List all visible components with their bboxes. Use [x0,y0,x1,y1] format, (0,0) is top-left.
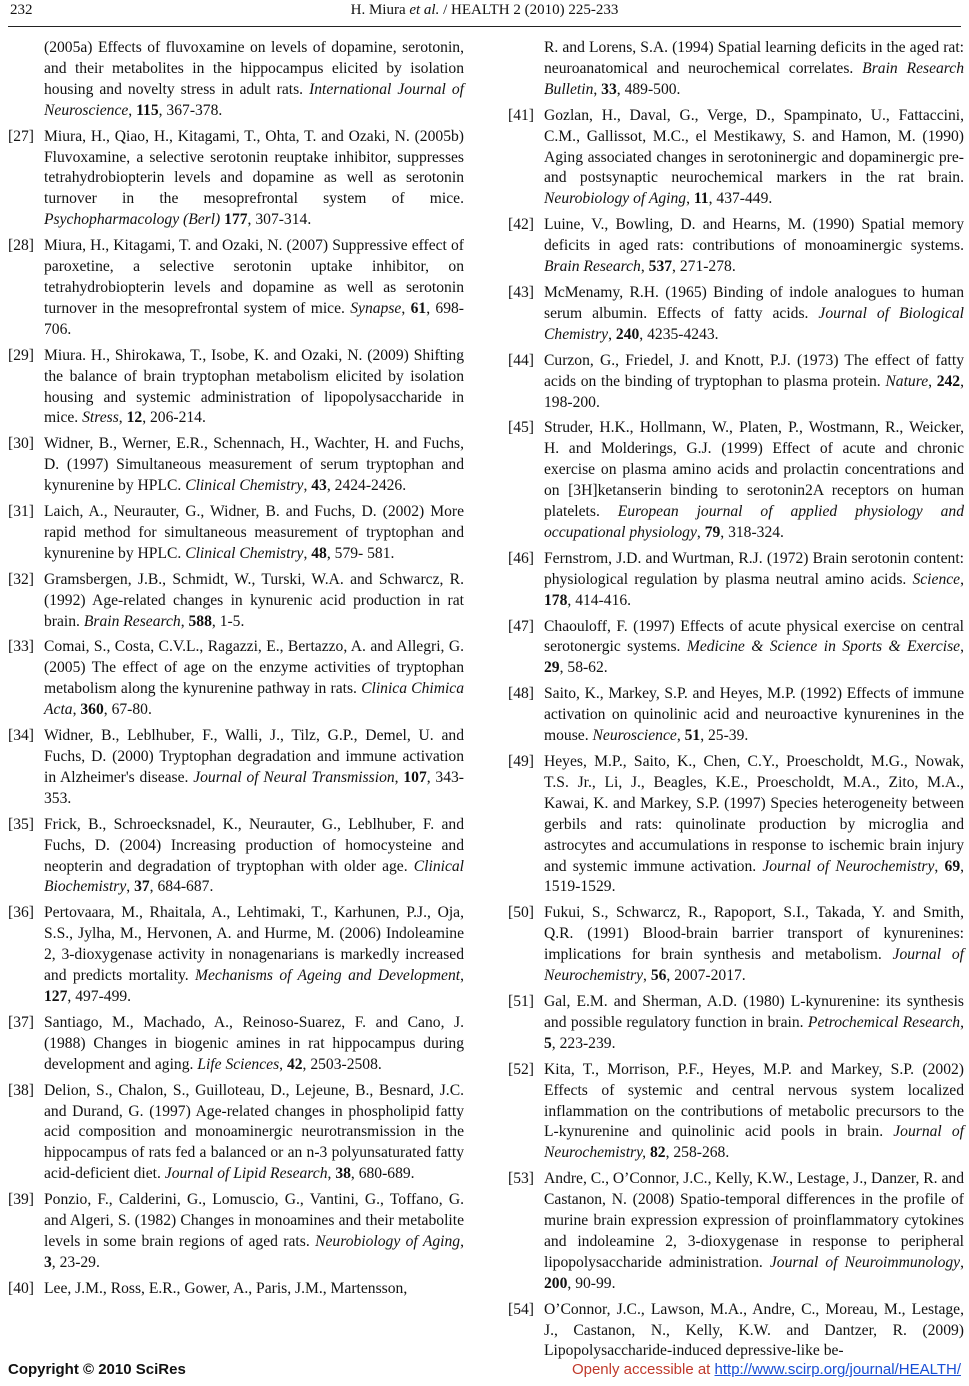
reference-entry [508,106,964,211]
volume-number: 29 [544,659,560,677]
reference-column-right [508,38,964,1367]
reference-text: , [928,372,937,390]
volume-number: 51 [684,727,701,745]
reference-number: [37] [8,1013,34,1031]
reference-text: Andre, C., O’Connor, J.C., Kelly, K.W., Lestage, J., Danzer, R. and Castanon, N. (2008) Spatio-temporal differences in the profile of murine brain expression expression of proinflammatory cytokines and indoleamine 2, 3-dioxygenase in response to peripheral lipopolysaccharide administration. [544,1170,964,1271]
reference-number: [49] [508,753,534,770]
open-access-notice [572,1361,961,1378]
reference-text: Laich, A., Neurauter, G., Widner, B. and Fuchs, D. (2002) More rapid method for simultaneous measurement of tryptophan and kynurenine by HPLC. [44,503,464,562]
reference-entry [8,502,464,565]
reference-entry [8,815,464,899]
running-head-author: H. Miura [350,2,410,18]
reference-number: [48] [508,685,534,703]
volume-number: 79 [704,523,721,541]
reference-number: [51] [508,992,534,1010]
reference-entry [8,903,464,1008]
reference-text: , 698-706. [44,299,465,338]
journal-title: Clinical Chemistry [185,477,304,495]
reference-number: [32] [8,570,34,588]
volume-number: 43 [311,477,327,495]
reference-number: [53] [508,1170,534,1188]
reference-text: Miura, H., Qiao, H., Kitagami, T., Ohta, T. and Ozaki, N. (2005b) Fluvoxamine, a selective serotonin reuptake inhibitor, suppresses tetrahydrobiopterin levels and dopamine as well as serotonin turnover in the mesoprefrontal system of mice. [44,127,464,208]
reference-text: , 223-239. [551,1034,616,1052]
reference-number: [50] [508,904,534,922]
journal-title: Neuroscience [592,727,677,745]
reference-entry [508,215,964,278]
volume-number: 537 [648,258,673,276]
reference-number: [46] [508,549,534,567]
journal-title: Medicine & Science in Sports & Exercise [686,638,961,656]
reference-entry [508,903,964,987]
reference-text: , 437-449. [708,190,773,208]
reference-number: [40] [8,1279,34,1297]
reference-text: , 1-5. [211,612,245,630]
reference-text: , 489-500. [616,80,681,98]
reference-text: Widner, B., Werner, E.R., Schennach, H., Wachter, H. and Fuchs, D. (1997) Simultaneous measurement of serum tryptophan and kynurenine by HPLC. [44,435,464,495]
reference-entry [508,418,964,543]
reference-text: , [279,1055,287,1073]
reference-number: [44] [508,351,534,369]
volume-number: 115 [136,101,159,119]
reference-number: [43] [508,283,534,301]
journal-title: Petrochemical Research [807,1013,961,1031]
reference-text: , [401,299,411,317]
reference-entry [508,38,964,101]
journal-title: Nature [885,372,929,390]
journal-title: Journal of Neurochemistry [762,857,935,875]
reference-entry [508,283,964,346]
journal-title: Brain Research [83,612,181,630]
journal-title: Life Sciences [197,1055,280,1073]
reference-text: , 90-99. [567,1274,616,1292]
journal-title: Journal of Biological Chemistry [544,304,964,343]
reference-text: , [126,878,135,896]
reference-text: , 343-353. [44,768,464,807]
reference-text: R. and Lorens, S.A. (1994) Spatial learning deficits in the aged rat: neuroanatomical and neurochemical correlates. [544,39,964,77]
reference-text: Gozlan, H., Daval, G., Verge, D., Spampinato, U., Fattaccini, C.M., Gallissot, M.C., el Mestikawy, S. and Hamon, M. (1990) Aging associated changes in serotoninergic and dopaminergic pre- and postsynaptic neurochemical markers in the rat brain. [544,106,964,187]
reference-text: , 684-687. [149,878,214,896]
reference-entry [508,684,964,747]
reference-entry [8,726,464,810]
running-head-journal: / HEALTH 2 (2010) 225-233 [439,2,619,18]
open-access-label: Openly accessible at [571,1361,715,1378]
reference-number: [45] [508,419,534,437]
reference-column-left [8,38,464,1305]
reference-text: , [72,701,81,719]
journal-title: Synapse [350,299,402,317]
reference-entry [8,1013,464,1076]
volume-number: 200 [544,1274,568,1292]
reference-text: , 2503-2508. [302,1055,382,1073]
volume-number: 5 [544,1034,552,1052]
reference-entry [8,38,464,122]
reference-text: , [593,80,602,98]
reference-entry [508,617,964,680]
reference-number: [42] [508,216,534,234]
reference-text: , [696,523,705,541]
journal-title: Journal of Neurochemistry [544,946,964,985]
volume-number: 3 [44,1253,52,1271]
journal-title: Science [912,570,961,588]
reference-text: Gramsbergen, J.B., Schmidt, W., Turski, W.A. and Schwarcz, R. (1992) Age-related changes in kynurenic acid production in rat brain. [44,570,464,630]
reference-entry [508,1060,964,1165]
volume-number: 56 [650,967,667,985]
journal-title: European journal of applied physiology and occupational physiology [544,503,964,541]
reference-entry [8,346,464,430]
journal-title: Clinica Chimica Acta [44,680,465,719]
reference-number: [52] [508,1060,534,1078]
reference-text: , 258-268. [665,1144,730,1162]
volume-number: 69 [944,857,961,875]
reference-entry [8,127,464,232]
reference-text: , 25-39. [700,727,749,745]
volume-number: 42 [286,1055,303,1073]
reference-text: Heyes, M.P., Saito, K., Chen, C.Y., Proescholdt, M.G., Nowak, T.S. Jr., Li, J., Beagles, K.E., Proescholdt, M.A., Zito, M.A., Kawai, K. and Markey, S.P. (1997) Species heterogeneity between gerbils and rats: quinolinate production by microglia and astrocytes and accumulations in response to ischemic brain injury and systemic immune activation. [544,753,964,875]
volume-number: 360 [80,701,104,719]
reference-text: Frick, B., Schroecksnadel, K., Neurauter, G., Leblhuber, F. and Fuchs, D. (2004) Increasing production of homocysteine and neopterin and degradation of tryptophan with older age. [44,815,464,875]
reference-entry [8,570,464,633]
reference-entry [508,1169,964,1294]
journal-title: Mechanisms of Ageing and Development [195,967,461,985]
reference-text: , 497-499. [67,987,132,1005]
reference-entry [508,351,964,414]
reference-number: [30] [8,435,34,453]
journal-title: Journal of Neuroimmunology [769,1253,961,1271]
reference-entry [8,1190,464,1274]
journal-link[interactable]: http://www.scirp.org/journal/HEALTH/ [714,1361,961,1378]
volume-number: 61 [410,299,427,317]
header-rule [8,26,961,27]
volume-number: 178 [544,591,568,609]
reference-entry [8,434,464,497]
reference-text: , 206-214. [142,409,206,427]
reference-number: [36] [8,904,34,922]
journal-title: Journal of Lipid Research [164,1165,328,1183]
journal-title: Neurobiology of Aging [315,1232,461,1250]
reference-number: [27] [8,127,34,145]
reference-text: , [960,638,964,656]
volume-number: 82 [649,1144,666,1162]
reference-text: Gal, E.M. and Sherman, A.D. (1980) L-kynurenine: its synthesis and possible regulatory function in brain. [544,992,964,1031]
reference-text: , [643,967,651,985]
reference-text: , 4235-4243. [639,325,719,343]
reference-text: Ponzio, F., Calderini, G., Lomuscio, G., Vantini, G., Toffano, G. and Algeri, S. (1982) Changes in monoamines and their metabolite levels in some brain regions of aged rats. [44,1191,464,1250]
journal-title: Journal of Neurochemistry, [544,1123,964,1162]
reference-text: , [394,768,404,786]
reference-text: , [460,967,464,985]
reference-text: Widner, B., Leblhuber, F., Walli, J., Tilz, G.P., Demel, U. and Fuchs, D. (2000) Tryptophan degradation and immune activation in Alzheimer's disease. [44,727,464,786]
page-number: 232 [10,2,33,18]
reference-text: Miura, H., Kitagami, T. and Ozaki, N. (2007) Suppressive effect of paroxetine, a selective serotonin uptake inhibitor, on tetrahydrobiopterin levels and dopamine as well as serotonin turnover in the mesoprefrontal system of mice. [44,237,464,317]
reference-entry [508,549,964,612]
reference-number: [34] [8,727,34,745]
reference-text: , 198-200. [544,372,964,411]
reference-text: , [180,612,189,630]
reference-text: Lee, J.M., Ross, E.R., Gower, A., Paris, J.M., Martensson, [44,1279,408,1297]
running-head-et-al: et al. [409,2,440,18]
reference-text: Santiago, M., Machado, A., Reinoso-Suarez, F. and Cano, J. (1988) Changes in biogenic amines in rat hippocampus during development and aging. [44,1013,464,1073]
volume-number: 38 [335,1165,351,1183]
reference-text: , 23-29. [51,1253,100,1271]
journal-title: Brain Research Bulletin [544,59,964,98]
reference-text: Luine, V., Bowling, D. and Hearns, M. (1990) Spatial memory deficits in aged rats: contributions of monoaminergic systems. [544,216,964,255]
journal-title: Psychopharmacology (Berl) [44,211,221,229]
volume-number: 33 [601,80,617,98]
volume-number: 37 [134,878,150,896]
reference-text: McMenamy, R.H. (1965) Binding of indole analogues to human serum albumin. Effects of fatty acids. [544,283,964,322]
running-head [0,2,969,19]
reference-text: , 1519-1529. [544,857,965,896]
copyright-notice: Copyright © 2010 SciRes [8,1361,186,1378]
reference-text: , [640,258,649,276]
reference-text: Miura. H., Shirokawa, T., Isobe, K. and Ozaki, N. (2009) Shifting the balance of brain tryptophan metabolism elicited by isolation housing and systemic administration of lipopolysaccharide in mice. [44,346,464,427]
reference-text: Delion, S., Chalon, S., Guilloteau, D., Lejeune, B., Besnard, J.C. and Durand, G. (1997) Age-related changes in phospholipid fatty acid composition and monoaminergic neurotransmission in the hippocampus of rats fed a balanced or an n-3 polyunsaturated fatty acid-deficient diet. [44,1081,464,1183]
reference-text: Saito, K., Markey, S.P. and Heyes, M.P. (1992) Effects of immune activation on quinolinic acid and neuroactive kynurenines in the mouse. [544,685,964,745]
reference-text: Fernstrom, J.D. and Wurtman, R.J. (1972) Brain serotonin content: physiological regulation by plasma neutral amino acids. [544,549,964,588]
reference-text: , [934,857,945,875]
volume-number: 127 [44,987,68,1005]
journal-title: Stress [82,409,119,427]
reference-text: , 414-416. [567,591,632,609]
reference-number: [47] [508,617,534,635]
reference-text: , [960,570,964,588]
reference-number: [31] [8,503,34,521]
volume-number: 48 [311,544,327,562]
reference-text: , [676,727,685,745]
volume-number: 240 [615,325,640,343]
journal-title: Neurobiology of Aging [544,190,687,208]
reference-number: [39] [8,1191,34,1209]
reference-text: , [327,1165,336,1183]
reference-text: , 579- 581. [326,544,395,562]
reference-number: [33] [8,638,34,656]
reference-text: Kita, T., Morrison, P.F., Heyes, M.P. and Markey, S.P. (2002) Effects of systemic and central nervous system localized inflammation on the contributions of metabolic precursors to the L-kynurenine and quinolinic acid pools in brain. [544,1060,964,1141]
reference-text: , 680-689. [350,1165,415,1183]
reference-text: , 307-314. [247,211,312,229]
reference-entry [8,637,464,721]
journal-title: Brain Research [544,258,641,276]
reference-text: , 67-80. [103,701,152,719]
reference-text: Fukui, S., Schwarcz, R., Rapoport, S.I., Takada, Y. and Smith, Q.R. (1991) Blood-brain barrier transport of kynurenines: implications for brain synthesis and metabolism. [544,904,964,964]
reference-number: [54] [508,1300,534,1318]
reference-number: [29] [8,346,34,364]
reference-text: Chaouloff, F. (1997) Effects of acute physical exercise on central serotonergic systems. [544,617,964,656]
reference-text: , [960,1013,964,1031]
reference-text: , 318-324. [720,523,784,541]
reference-entry [508,992,964,1055]
reference-text: , [128,101,137,119]
reference-number: [38] [8,1081,34,1099]
volume-number: 107 [403,768,427,786]
volume-number: 11 [693,190,709,208]
reference-text: O’Connor, J.C., Lawson, M.A., Andre, C., Moreau, M., Lestage, J., Castanon, N., Kelly, K.W. and Dantzer, R. (2009) Lipopolysaccharide-induced depressive-like be- [544,1300,964,1360]
reference-text: , [686,190,694,208]
reference-entry [8,1279,464,1300]
volume-number: 588 [188,612,212,630]
reference-text: , 2007-2017. [666,967,746,985]
reference-text: , 367-378. [158,101,223,119]
reference-text: , [303,544,312,562]
reference-entry [8,1081,464,1186]
volume-number: 242 [936,372,961,390]
journal-title: International Journal of Neuroscience [44,80,464,119]
reference-text: Curzon, G., Friedel, J. and Knott, P.J. (1973) The effect of fatty acids on the binding of tryptophan to plasma protein. [544,351,964,390]
reference-text: , 58-62. [559,659,608,677]
page-footer [0,1361,969,1383]
reference-number: [28] [8,237,34,255]
journal-title: Journal of Neural Transmission [193,768,395,786]
reference-text: Pertovaara, M., Rhaitala, A., Lehtimaki, T., Karhunen, P.J., Oja, S.S., Jylha, M., Hervonen, A. and Hurme, M. (2006) Indoleamine 2, 3-dioxygenase activity in nonagenarians is markedly increased and predicts mortality. [44,904,464,985]
journal-title: Clinical Chemistry [185,544,304,562]
reference-text: Comai, S., Costa, C.V.L., Ragazzi, E., Bertazzo, A. and Allegri, G. (2005) The effect of age on the enzyme activities of tryptophan metabolism along the kynurenine pathway in rats. [44,638,464,698]
reference-text: (2005a) Effects of fluvoxamine on levels of dopamine, serotonin, and their metabolites in the hippocampus elicited by isolation housing and novelty stress in adult rats. [44,39,464,98]
reference-text: , 2424-2426. [326,477,407,495]
reference-text: , 271-278. [672,258,736,276]
reference-number: [41] [508,106,534,124]
reference-text: , [960,1253,964,1271]
reference-entry [508,752,964,898]
reference-entry [8,236,464,341]
reference-number: [35] [8,815,34,833]
reference-text: Struder, H.K., Hollmann, W., Platen, P., Wostmann, R., Weicker, H. and Molderings, G.J. (1999) Effect of acute and chronic exercise on plasma amino acids and prolactin concentrations and on [3H]ketanserin binding to serotonin2A receptors on human platelets. [544,419,964,521]
reference-entry [508,1300,964,1363]
journal-title: Clinical Biochemistry [44,857,464,896]
volume-number: 12 [126,409,143,427]
reference-text: , [118,409,127,427]
reference-text: , [303,477,312,495]
reference-text: , [460,1232,464,1250]
reference-text: , [608,325,616,343]
volume-number: 177 [224,211,248,229]
